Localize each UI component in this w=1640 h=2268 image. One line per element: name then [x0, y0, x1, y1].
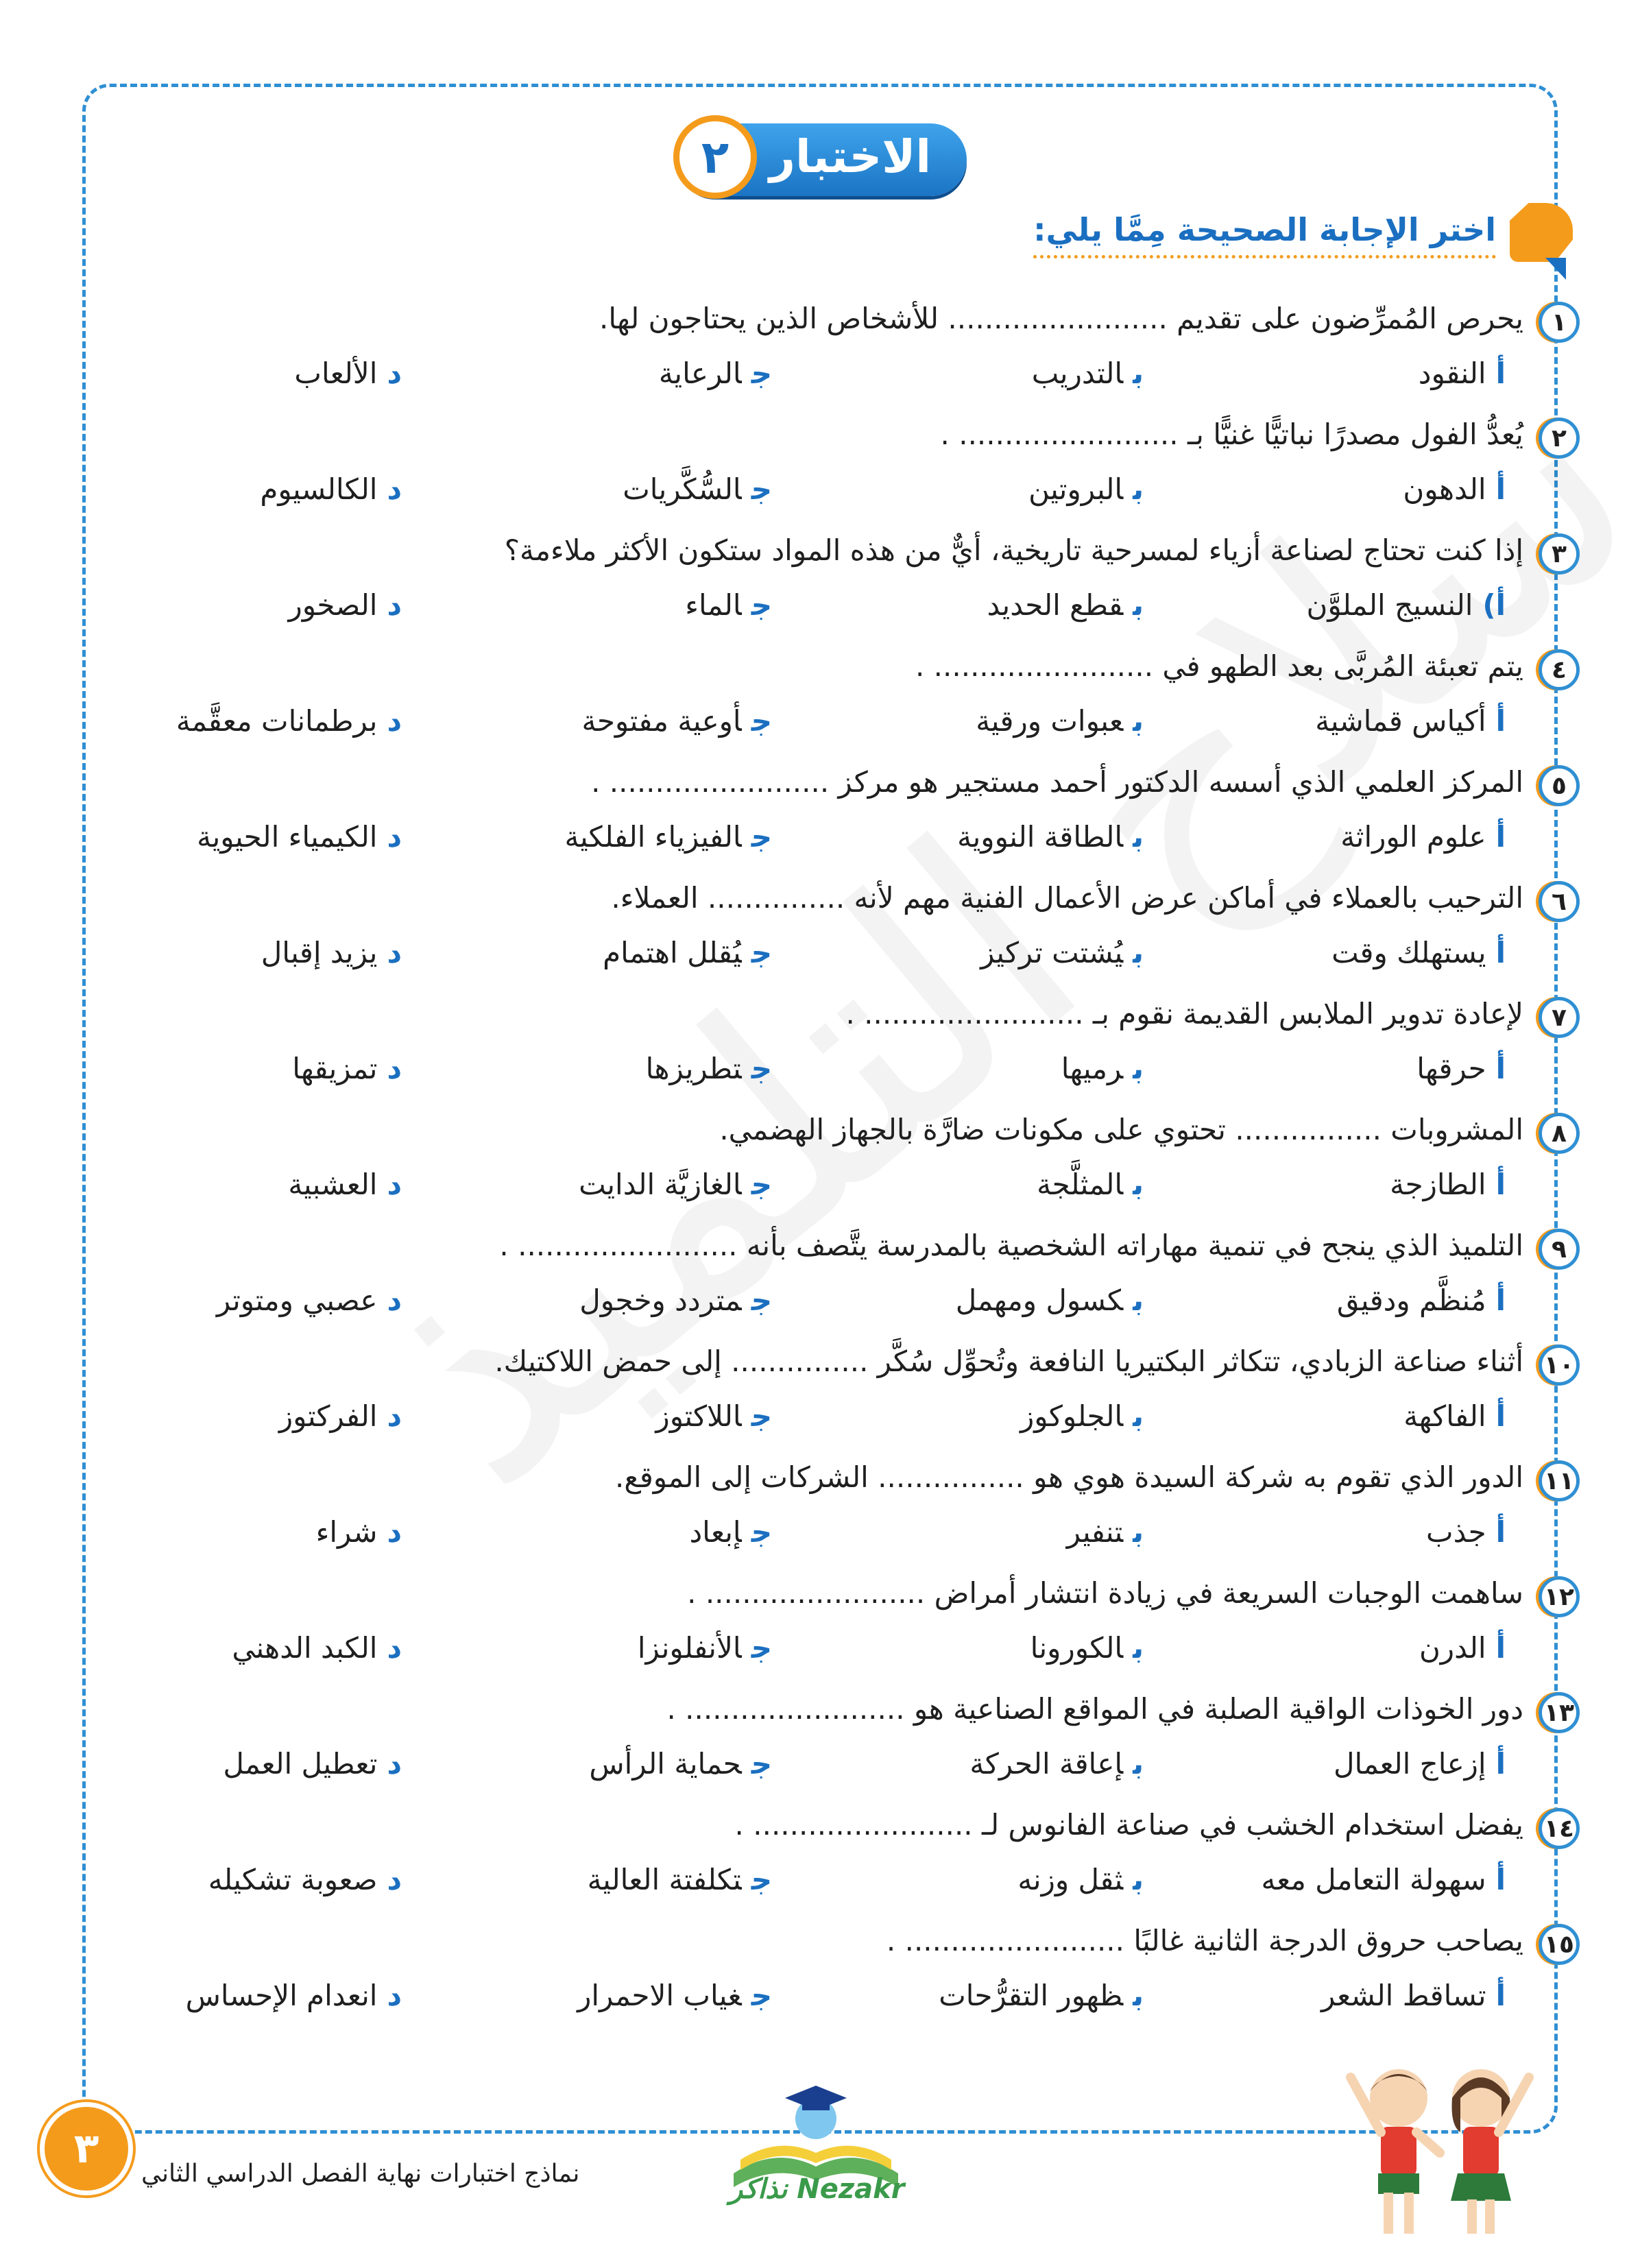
option-letter: ب: [1133, 936, 1144, 969]
option-label: عبوات ورقية: [976, 704, 1124, 738]
question-text: لإعادة تدوير الملابس القديمة نقوم بـ ........................ .: [845, 997, 1523, 1030]
question-row: [0, 761, 1640, 819]
option-letter: ج: [751, 1515, 772, 1549]
instruction-text: اختر الإجابة الصحيحة مِمَّا يلي:: [1033, 211, 1496, 258]
option-label: الدرن: [1419, 1631, 1486, 1665]
option-label: المثلَّجة: [1037, 1168, 1124, 1201]
option-label: إزعاج العمال: [1334, 1747, 1486, 1781]
answer-option[interactable]: [581, 704, 772, 738]
question-row: [0, 877, 1640, 934]
question-number: ٩: [1539, 1229, 1580, 1270]
answer-option[interactable]: [176, 704, 402, 738]
option-label: تعطيل العمل: [223, 1747, 378, 1781]
answer-option[interactable]: [646, 1052, 772, 1085]
question-text: إذا كنت تحتاج لصناعة أزياء لمسرحية تاريخية، أيٌّ من هذه المواد ستكون الأكثر ملاءمة؟: [504, 533, 1523, 567]
option-label: كسول ومهمل: [955, 1283, 1124, 1317]
option-label: الفيزياء الفلكية: [564, 820, 742, 854]
answer-option[interactable]: [279, 1399, 402, 1433]
answer-option[interactable]: [1337, 1283, 1506, 1317]
option-letter: ج: [751, 704, 772, 738]
option-label: النقود: [1418, 357, 1486, 390]
option-label: تكلفتة العالية: [587, 1863, 742, 1896]
option-letter: ب: [1133, 1979, 1144, 2012]
option-letter: ج: [751, 820, 772, 854]
question-row: [0, 1920, 1640, 1977]
logo-text: Nezakr نذاكر: [729, 2173, 905, 2205]
option-letter: ج: [751, 1283, 772, 1317]
answer-option[interactable]: [261, 936, 402, 969]
option-label: الدهون: [1403, 472, 1486, 506]
option-letter: أ: [1495, 357, 1506, 390]
answer-option[interactable]: [316, 1515, 402, 1549]
option-label: يُشتت تركيز: [980, 936, 1124, 969]
option-label: رميها: [1061, 1052, 1124, 1085]
question-row: [0, 1456, 1640, 1514]
option-label: أوعية مفتوحة: [581, 704, 742, 738]
question-text: يُعدُّ الفول مصدرًا نباتيًّا غنيًّا بـ ........................ .: [940, 418, 1523, 451]
question-number: ١٢: [1539, 1576, 1580, 1617]
answer-option[interactable]: [588, 1863, 772, 1896]
option-letter: أ: [1495, 472, 1506, 506]
option-label: برطمانات معقَّمة: [176, 704, 378, 738]
question-number: ٨: [1539, 1113, 1580, 1154]
option-letter: ج: [751, 1747, 772, 1781]
option-letter: د: [387, 357, 402, 390]
answer-option[interactable]: [1426, 1515, 1506, 1549]
answer-option[interactable]: [689, 1515, 772, 1549]
answer-option[interactable]: [292, 1052, 402, 1085]
option-letter: د: [387, 1863, 402, 1896]
option-letter: د: [387, 1399, 402, 1433]
question-number: ١٥: [1539, 1924, 1580, 1965]
option-label: الجلوكوز: [1020, 1399, 1124, 1433]
question-text: التلميذ الذي ينجح في تنمية مهاراته الشخصية بالمدرسة يتَّصف بأنه ........................ .: [499, 1229, 1523, 1262]
question-text: يصاحب حروق الدرجة الثانية غالبًا ........................ .: [886, 1924, 1523, 1957]
option-letter: ب: [1133, 704, 1144, 738]
answer-option[interactable]: [1416, 1052, 1506, 1085]
option-letter: د: [387, 1052, 402, 1085]
answer-option[interactable]: [957, 820, 1144, 854]
option-letter: أ: [1495, 1515, 1506, 1549]
answer-option[interactable]: [638, 1631, 772, 1665]
option-letter: ج: [751, 588, 772, 622]
option-label: النسيج الملوَّن: [1306, 588, 1473, 622]
question-row: [0, 1340, 1640, 1398]
option-letter: ب: [1133, 588, 1144, 622]
option-label: ثقل وزنه: [1017, 1863, 1124, 1896]
answer-option[interactable]: [1017, 1863, 1144, 1896]
option-label: الكالسيوم: [260, 472, 378, 506]
option-letter: ب: [1133, 1399, 1144, 1433]
question-number: ١٣: [1539, 1692, 1580, 1733]
question-number: ٤: [1539, 649, 1580, 690]
question-text: دور الخوذات الواقية الصلبة في المواقع الصناعية هو ........................ .: [666, 1692, 1523, 1726]
option-label: متردد وخجول: [579, 1283, 742, 1317]
option-letter: د: [387, 820, 402, 854]
option-label: إعاقة الحركة: [969, 1747, 1124, 1781]
option-letter: ب: [1133, 472, 1144, 506]
question-row: [0, 1109, 1640, 1166]
option-label: تنفير: [1066, 1515, 1124, 1549]
option-letter: د: [387, 1283, 402, 1317]
answer-option[interactable]: [655, 1399, 772, 1433]
question-number: ٧: [1539, 997, 1580, 1038]
answer-option[interactable]: [1032, 357, 1144, 390]
option-label: البروتين: [1028, 472, 1124, 506]
answer-option[interactable]: [987, 588, 1144, 622]
answer-option[interactable]: [603, 936, 772, 969]
option-label: الألعاب: [294, 357, 378, 390]
option-letter: أ: [1495, 1631, 1506, 1665]
answer-option[interactable]: [980, 936, 1144, 969]
option-letter: د: [387, 588, 402, 622]
option-label: حرقها: [1416, 1052, 1486, 1085]
option-letter: د: [387, 936, 402, 969]
exam-title: الاختبار: [769, 130, 931, 183]
option-label: أكياس قماشية: [1315, 704, 1486, 738]
option-letter: ب: [1133, 357, 1144, 390]
answer-option[interactable]: [260, 472, 402, 506]
option-letter: ج: [751, 357, 772, 390]
option-letter: ب: [1133, 1631, 1144, 1665]
question-text: يفضل استخدام الخشب في صناعة الفانوس لـ ........................ .: [734, 1808, 1523, 1842]
answer-option[interactable]: [1262, 1863, 1506, 1896]
option-letter: أ: [1495, 1168, 1506, 1201]
option-label: ظهور التقرُّحات: [939, 1979, 1124, 2012]
question-row: [0, 413, 1640, 471]
exam-number: ٢: [673, 115, 757, 199]
option-letter: ج: [751, 472, 772, 506]
answer-option[interactable]: [685, 588, 772, 622]
answer-option[interactable]: [288, 588, 402, 622]
option-letter: ج: [751, 936, 772, 969]
question-row: [0, 1225, 1640, 1282]
option-label: التدريب: [1031, 357, 1124, 390]
option-label: الغازيَّة الدايت: [579, 1168, 742, 1201]
question-number: ٦: [1539, 881, 1580, 922]
option-letter: د: [387, 472, 402, 506]
option-letter: د: [387, 1168, 402, 1201]
option-label: صعوبة تشكيله: [208, 1863, 378, 1896]
option-letter: ب: [1133, 1052, 1144, 1085]
option-letter: ج: [751, 1863, 772, 1896]
answer-option[interactable]: [197, 820, 402, 854]
option-label: الكيمياء الحيوية: [197, 820, 378, 854]
option-letter: أ: [1495, 1979, 1506, 2012]
answer-option[interactable]: [564, 820, 772, 854]
option-letter: أ: [1495, 820, 1506, 854]
answer-option[interactable]: [208, 1863, 402, 1896]
answer-option[interactable]: [579, 1283, 772, 1317]
option-letter: ب: [1133, 1747, 1144, 1781]
instruction-flag-icon: [1510, 203, 1573, 262]
option-label: الصخور: [288, 588, 378, 622]
answer-option[interactable]: [589, 1747, 772, 1781]
option-label: يستهلك وقت: [1331, 936, 1486, 969]
answer-option[interactable]: [1067, 1515, 1144, 1549]
option-label: الطازجة: [1390, 1168, 1486, 1201]
option-label: يُقلل اهتمام: [603, 936, 742, 969]
instruction-banner: [702, 203, 1573, 285]
option-letter: أ: [1495, 704, 1506, 738]
question-text: الدور الذي تقوم به شركة السيدة هوي هو ................ الشركات إلى الموقع.: [614, 1460, 1523, 1494]
option-letter: أ: [1495, 1747, 1506, 1781]
answer-option[interactable]: [1390, 1168, 1506, 1201]
answer-option[interactable]: [294, 357, 402, 390]
option-label: مُنظَّم ودقيق: [1336, 1283, 1486, 1317]
answer-option[interactable]: [956, 1283, 1144, 1317]
option-label: جذب: [1426, 1515, 1486, 1549]
option-letter: ب: [1133, 1283, 1144, 1317]
answer-option[interactable]: [939, 1979, 1144, 2012]
answer-option[interactable]: [1061, 1052, 1144, 1085]
option-label: السُّكَّريات: [623, 472, 742, 506]
answer-option[interactable]: [186, 1979, 402, 2012]
question-text: المركز العلمي الذي أسسه الدكتور أحمد مستجير هو مركز ........................ .: [591, 765, 1523, 799]
question-row: [0, 993, 1640, 1050]
answer-option[interactable]: [1321, 1979, 1506, 2012]
option-label: الكبد الدهني: [232, 1631, 378, 1665]
question-row: [0, 1688, 1640, 1746]
answer-option[interactable]: [232, 1631, 402, 1665]
question-row: [0, 298, 1640, 355]
option-letter: أ: [1495, 1863, 1506, 1896]
option-label: شراء: [315, 1515, 378, 1549]
option-label: الفركتوز: [278, 1399, 378, 1433]
answer-option[interactable]: [1419, 357, 1506, 390]
answer-option[interactable]: [1020, 1399, 1144, 1433]
answer-option[interactable]: [217, 1283, 402, 1317]
answer-option[interactable]: [1037, 1168, 1144, 1201]
answer-option[interactable]: [1030, 1631, 1144, 1665]
option-letter: ج: [751, 1979, 772, 2012]
option-letter: أ: [1495, 1052, 1506, 1085]
option-label: تساقط الشعر: [1321, 1979, 1486, 2012]
question-number: ١٤: [1539, 1808, 1580, 1849]
answer-option[interactable]: [969, 1747, 1144, 1781]
option-label: الرعاية: [658, 357, 742, 390]
option-letter: أ: [1495, 1283, 1506, 1317]
option-label: الكورونا: [1030, 1631, 1124, 1665]
answer-option[interactable]: [1331, 936, 1506, 969]
option-letter: ب: [1133, 820, 1144, 854]
option-label: قطع الحديد: [987, 588, 1124, 622]
option-label: غياب الاحمرار: [577, 1979, 742, 2012]
question-text: ساهمت الوجبات السريعة في زيادة انتشار أمراض ........................ .: [687, 1576, 1523, 1610]
option-label: حماية الرأس: [589, 1747, 742, 1781]
option-label: الماء: [685, 588, 742, 622]
option-label: الطاقة النووية: [957, 820, 1124, 854]
option-letter: ج: [751, 1168, 772, 1201]
option-label: علوم الوراثة: [1340, 820, 1486, 854]
question-row: [0, 1804, 1640, 1861]
option-letter: ج: [751, 1631, 772, 1665]
question-number: ١٠: [1539, 1344, 1580, 1386]
option-label: تطريزها: [645, 1052, 742, 1085]
answer-option[interactable]: [288, 1168, 402, 1201]
option-letter: أ: [1495, 1399, 1506, 1433]
option-label: تمزيقها: [292, 1052, 378, 1085]
option-letter: ج: [751, 1399, 772, 1433]
question-text: يتم تعبئة المُربَّى بعد الطهو في ........................ .: [915, 649, 1523, 683]
option-label: اللاكتوز: [655, 1399, 742, 1433]
question-number: ٣: [1539, 533, 1580, 575]
answer-option[interactable]: [1306, 588, 1506, 622]
question-row: [0, 529, 1640, 587]
answer-option[interactable]: [1028, 472, 1144, 506]
option-label: إبعاد: [689, 1515, 742, 1549]
option-label: يزيد إقبال: [261, 936, 378, 969]
series-title: نماذج اختبارات نهاية الفصل الدراسي الثاني: [141, 2160, 580, 2188]
option-letter: د: [387, 704, 402, 738]
kids-illustration-icon: [1337, 2050, 1543, 2249]
answer-option[interactable]: [976, 704, 1144, 738]
option-letter: ج: [751, 1052, 772, 1085]
option-letter: أ): [1482, 588, 1506, 622]
answer-option[interactable]: [1340, 820, 1506, 854]
question-row: [0, 1572, 1640, 1630]
question-text: المشروبات ................ تحتوي على مكونات ضارَّة بالجهاز الهضمي.: [719, 1113, 1523, 1146]
question-row: [0, 645, 1640, 703]
answer-option[interactable]: [1315, 704, 1506, 738]
answer-option[interactable]: [579, 1168, 772, 1201]
answer-option[interactable]: [623, 472, 772, 506]
option-letter: د: [387, 1515, 402, 1549]
answer-option[interactable]: [1419, 1631, 1506, 1665]
question-number: ٢: [1539, 418, 1580, 459]
question-text: الترحيب بالعملاء في أماكن عرض الأعمال الفنية مهم لأنه ............... العملاء.: [611, 881, 1523, 915]
question-number: ١١: [1539, 1460, 1580, 1501]
page-number: ٣: [40, 2102, 133, 2195]
option-label: سهولة التعامل معه: [1261, 1863, 1486, 1896]
option-label: الفاكهة: [1403, 1399, 1486, 1433]
question-number: ٥: [1539, 765, 1580, 806]
answer-option[interactable]: [223, 1747, 402, 1781]
answer-option[interactable]: [1403, 472, 1506, 506]
instruction-tail-icon: [1545, 258, 1566, 280]
option-letter: د: [387, 1979, 402, 2012]
option-label: عصبي ومتوتر: [216, 1283, 378, 1317]
answer-option[interactable]: [659, 357, 772, 390]
question-text: يحرص المُمرِّضون على تقديم ........................ للأشخاص الذين يحتاجون لها.: [599, 302, 1523, 335]
answer-option[interactable]: [1334, 1747, 1506, 1781]
answer-option[interactable]: [1403, 1399, 1506, 1433]
option-label: الأنفلونزا: [637, 1631, 742, 1665]
option-letter: ب: [1133, 1515, 1144, 1549]
option-label: العشبية: [288, 1168, 378, 1201]
question-number: ١: [1539, 302, 1580, 343]
option-letter: د: [387, 1631, 402, 1665]
option-letter: أ: [1495, 936, 1506, 969]
option-letter: د: [387, 1747, 402, 1781]
option-letter: ب: [1133, 1863, 1144, 1896]
exam-title-badge: [679, 123, 967, 196]
option-label: انعدام الإحساس: [185, 1979, 378, 2012]
answer-option[interactable]: [577, 1979, 772, 2012]
option-letter: ب: [1133, 1168, 1144, 1201]
question-text: أثناء صناعة الزبادي، تتكاثر البكتيريا النافعة وتُحوِّل سُكَّر ............... إلى حمض اللاكتيك.: [494, 1344, 1523, 1378]
